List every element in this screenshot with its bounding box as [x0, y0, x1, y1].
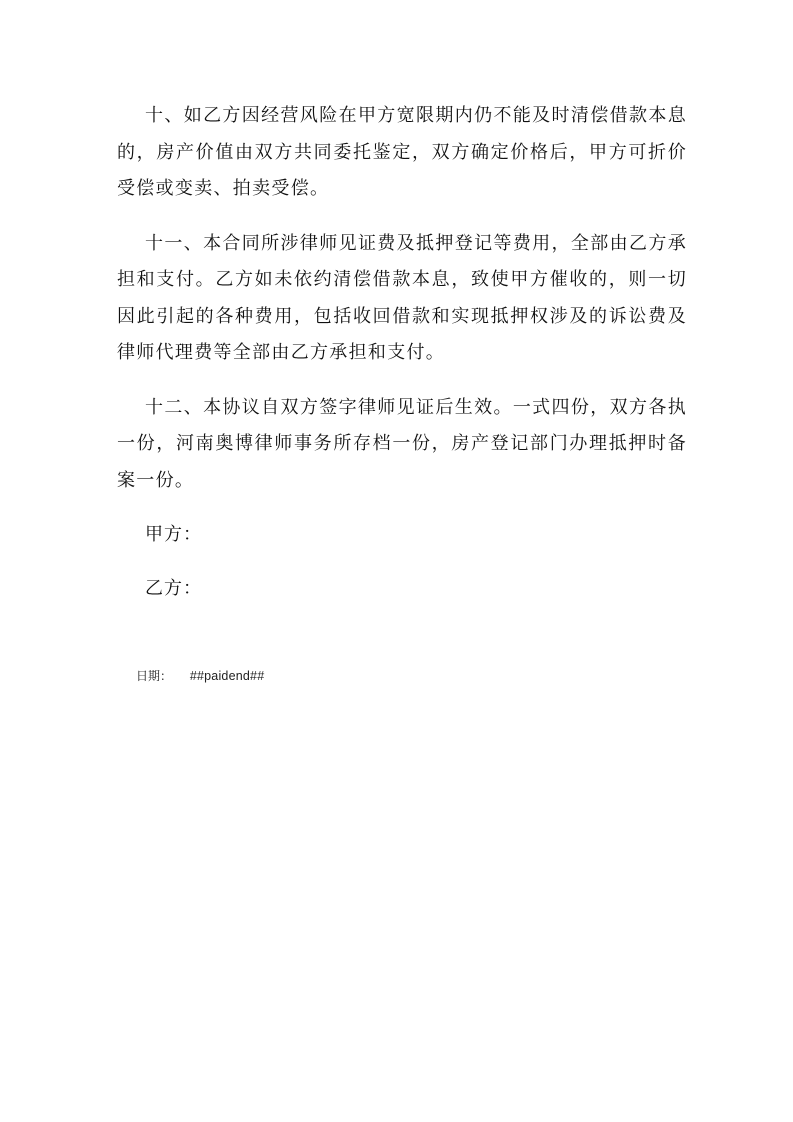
- date-line: [136, 668, 264, 684]
- document-body: [117, 98, 687, 607]
- party-a-signature-line: 甲方：: [145, 524, 202, 545]
- party-b-signature-line: 乙方：: [145, 578, 202, 599]
- date-label: 日期：: [136, 669, 173, 683]
- date-value: ##paidend##: [189, 669, 265, 683]
- clause-12: 十二、本协议自双方签字律师见证后生效。一式四份，双方各执一份，河南奥博律师事务所存档一份，房产登记部门办理抵押时备案一份。: [117, 396, 687, 491]
- clause-11: 十一、本合同所涉律师见证费及抵押登记等费用，全部由乙方承担和支付。乙方如未依约清偿借款本息，致使甲方催收的，则一切因此引起的各种费用，包括收回借款和实现抵押权涉及的诉讼费及律师代理费等全部由乙方承担和支付。: [117, 232, 687, 363]
- clause-10: 十、如乙方因经营风险在甲方宽限期内仍不能及时清偿借款本息的，房产价值由双方共同委托鉴定，双方确定价格后，甲方可折价受偿或变卖、拍卖受偿。: [117, 105, 687, 199]
